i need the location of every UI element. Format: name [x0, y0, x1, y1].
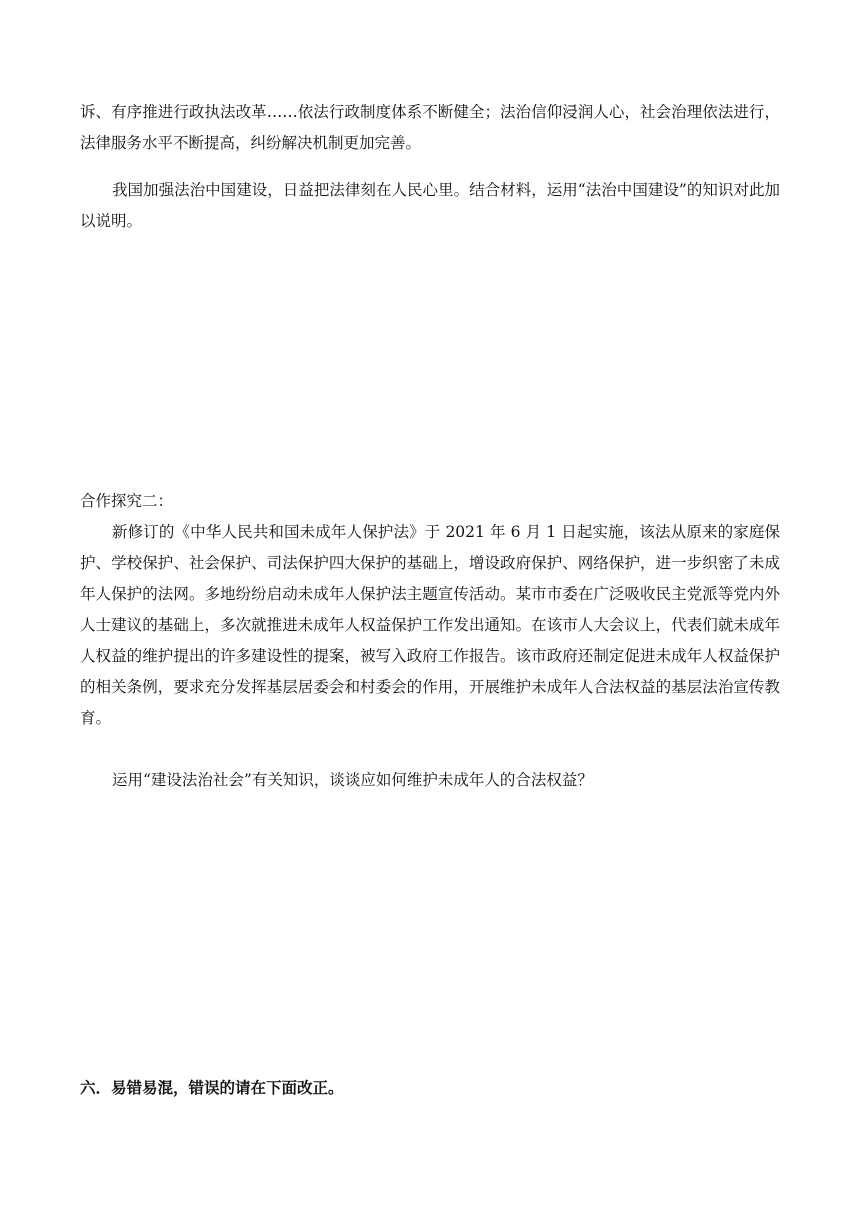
- section-title-cooperative-inquiry-2: 合作探究二：: [80, 492, 174, 510]
- material-paragraph: 新修订的《中华人民共和国未成年人保护法》于 2021 年 6 月 1 日起实施，该法从原来的家庭保护、学校保护、社会保护、司法保护四大保护的基础上，增设政府保护、网络保护，进一步织密了未成年人保护的法网。多地纷纷启动未成年人保护法主题宣传活动。某市市委在广泛吸收民主党派等党内外人士建议的基础上，多次就推进未成年人权益保护工作发出通知。在该市人大会议上，代表们就未成年人权益的维护提出的许多建设性的提案，被写入政府工作报告。该市政府还制定促进未成年人权益保护的相关条例，要求充分发挥基层居委会和村委会的作用，开展维护未成年人合法权益的基层法治宣传教育。: [80, 523, 780, 727]
- question-1-paragraph: 我国加强法治中国建设，日益把法律刻在人民心里。结合材料，运用“法治中国建设”的知识对此加以说明。: [80, 181, 780, 230]
- question-2-paragraph: 运用“建设法治社会”有关知识，谈谈应如何维护未成年人的合法权益？: [112, 771, 593, 789]
- continuation-paragraph: 诉、有序推进行政执法改革……依法行政制度体系不断健全；法治信仰浸润人心，社会治理依法进行，法律服务水平不断提高，纠纷解决机制更加完善。: [80, 103, 780, 152]
- section-title-common-errors: 六．易错易混，错误的请在下面改正。: [80, 1079, 344, 1097]
